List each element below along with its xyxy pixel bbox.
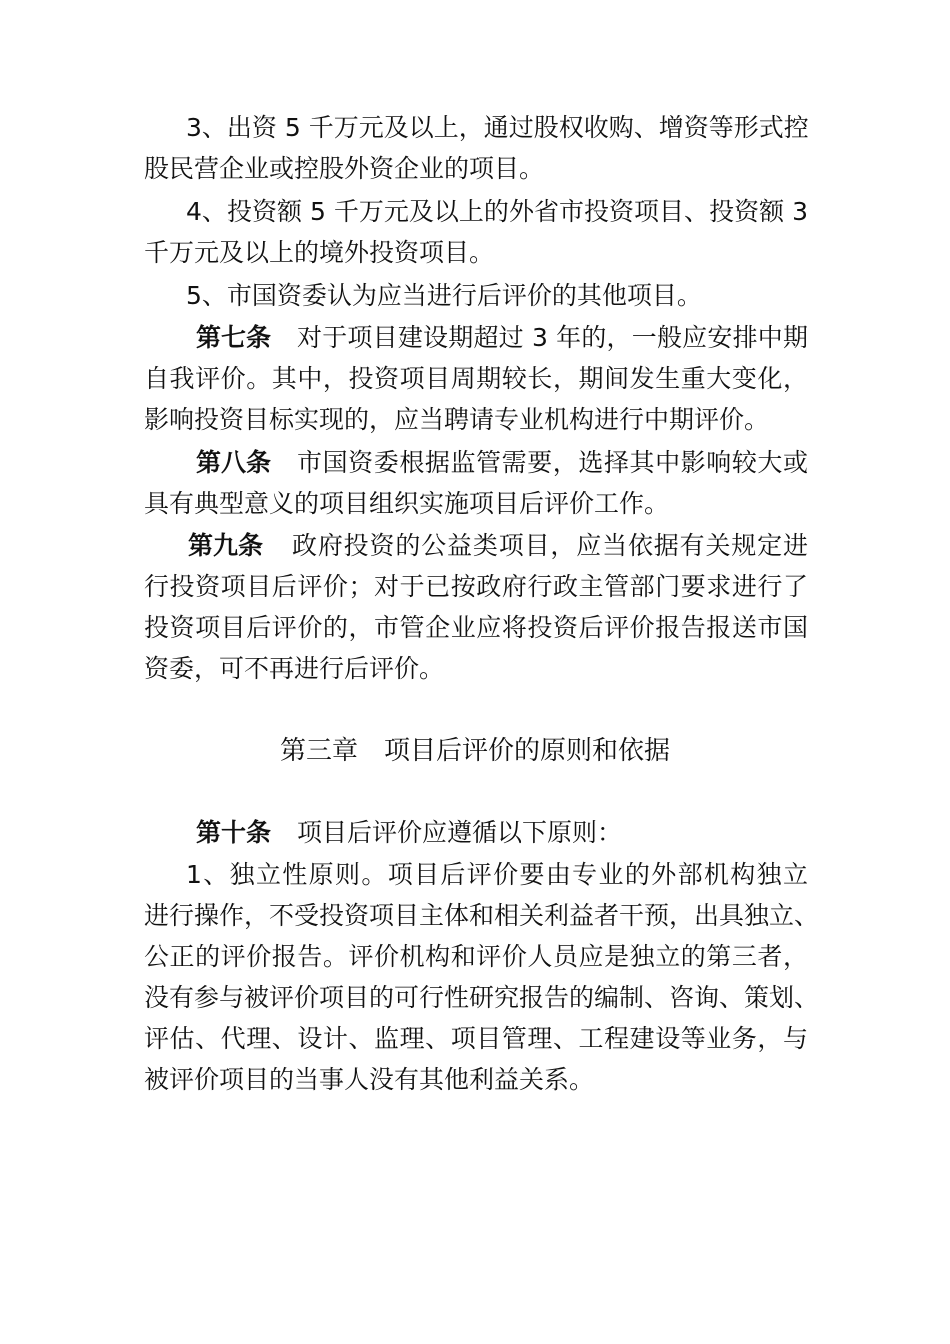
item-3-line-2: 股民营企业或控股外资企业的项目。: [144, 154, 545, 183]
article-9-line-4: 资委，可不再进行后评价。: [144, 654, 445, 683]
article-9-line-1: 政府投资的公益类项目，应当依据有关规定进: [292, 531, 808, 560]
item-4-line-1: 4、投资额 5 千万元及以上的外省市投资项目、投资额 3: [186, 197, 808, 226]
principle-1-line-6: 被评价项目的当事人没有其他利益关系。: [144, 1065, 595, 1094]
article-10-line-1: 项目后评价应遵循以下原则：: [297, 818, 623, 847]
article-8-line-2: 具有典型意义的项目组织实施项目后评价工作。: [144, 489, 670, 518]
article-7-label: 第七条: [196, 323, 272, 352]
principle-1-line-2: 进行操作，不受投资项目主体和相关利益者干预，出具独立、: [144, 901, 820, 930]
item-5-line-1: 5、市国资委认为应当进行后评价的其他项目。: [186, 281, 702, 310]
item-4-line-2: 千万元及以上的境外投资项目。: [144, 238, 495, 267]
principle-1-line-5: 评估、代理、设计、监理、项目管理、工程建设等业务，与: [144, 1024, 808, 1053]
principle-1-line-1: 1、独立性原则。项目后评价要由专业的外部机构独立: [186, 860, 808, 889]
article-7-line-2: 自我评价。其中，投资项目周期较长，期间发生重大变化，: [144, 364, 808, 393]
article-8-label: 第八条: [196, 448, 272, 477]
article-9-line-2: 行投资项目后评价；对于已按政府行政主管部门要求进行了: [144, 572, 808, 601]
article-9-label: 第九条: [188, 531, 264, 560]
article-10-label: 第十条: [196, 818, 272, 847]
article-8-line-1: 市国资委根据监管需要，选择其中影响较大或: [297, 448, 808, 477]
principle-1-line-4: 没有参与被评价项目的可行性研究报告的编制、咨询、策划、: [144, 983, 820, 1012]
chapter-heading: 第三章 项目后评价的原则和依据: [279, 736, 670, 766]
article-7-line-3: 影响投资目标实现的，应当聘请专业机构进行中期评价。: [144, 405, 770, 434]
principle-1-line-3: 公正的评价报告。评价机构和评价人员应是独立的第三者，: [144, 942, 808, 971]
item-3-line-1: 3、出资 5 千万元及以上，通过股权收购、增资等形式控: [186, 113, 809, 142]
article-9-line-3: 投资项目后评价的，市管企业应将投资后评价报告报送市国: [144, 613, 808, 642]
article-7-line-1: 对于项目建设期超过 3 年的，一般应安排中期: [297, 323, 808, 352]
